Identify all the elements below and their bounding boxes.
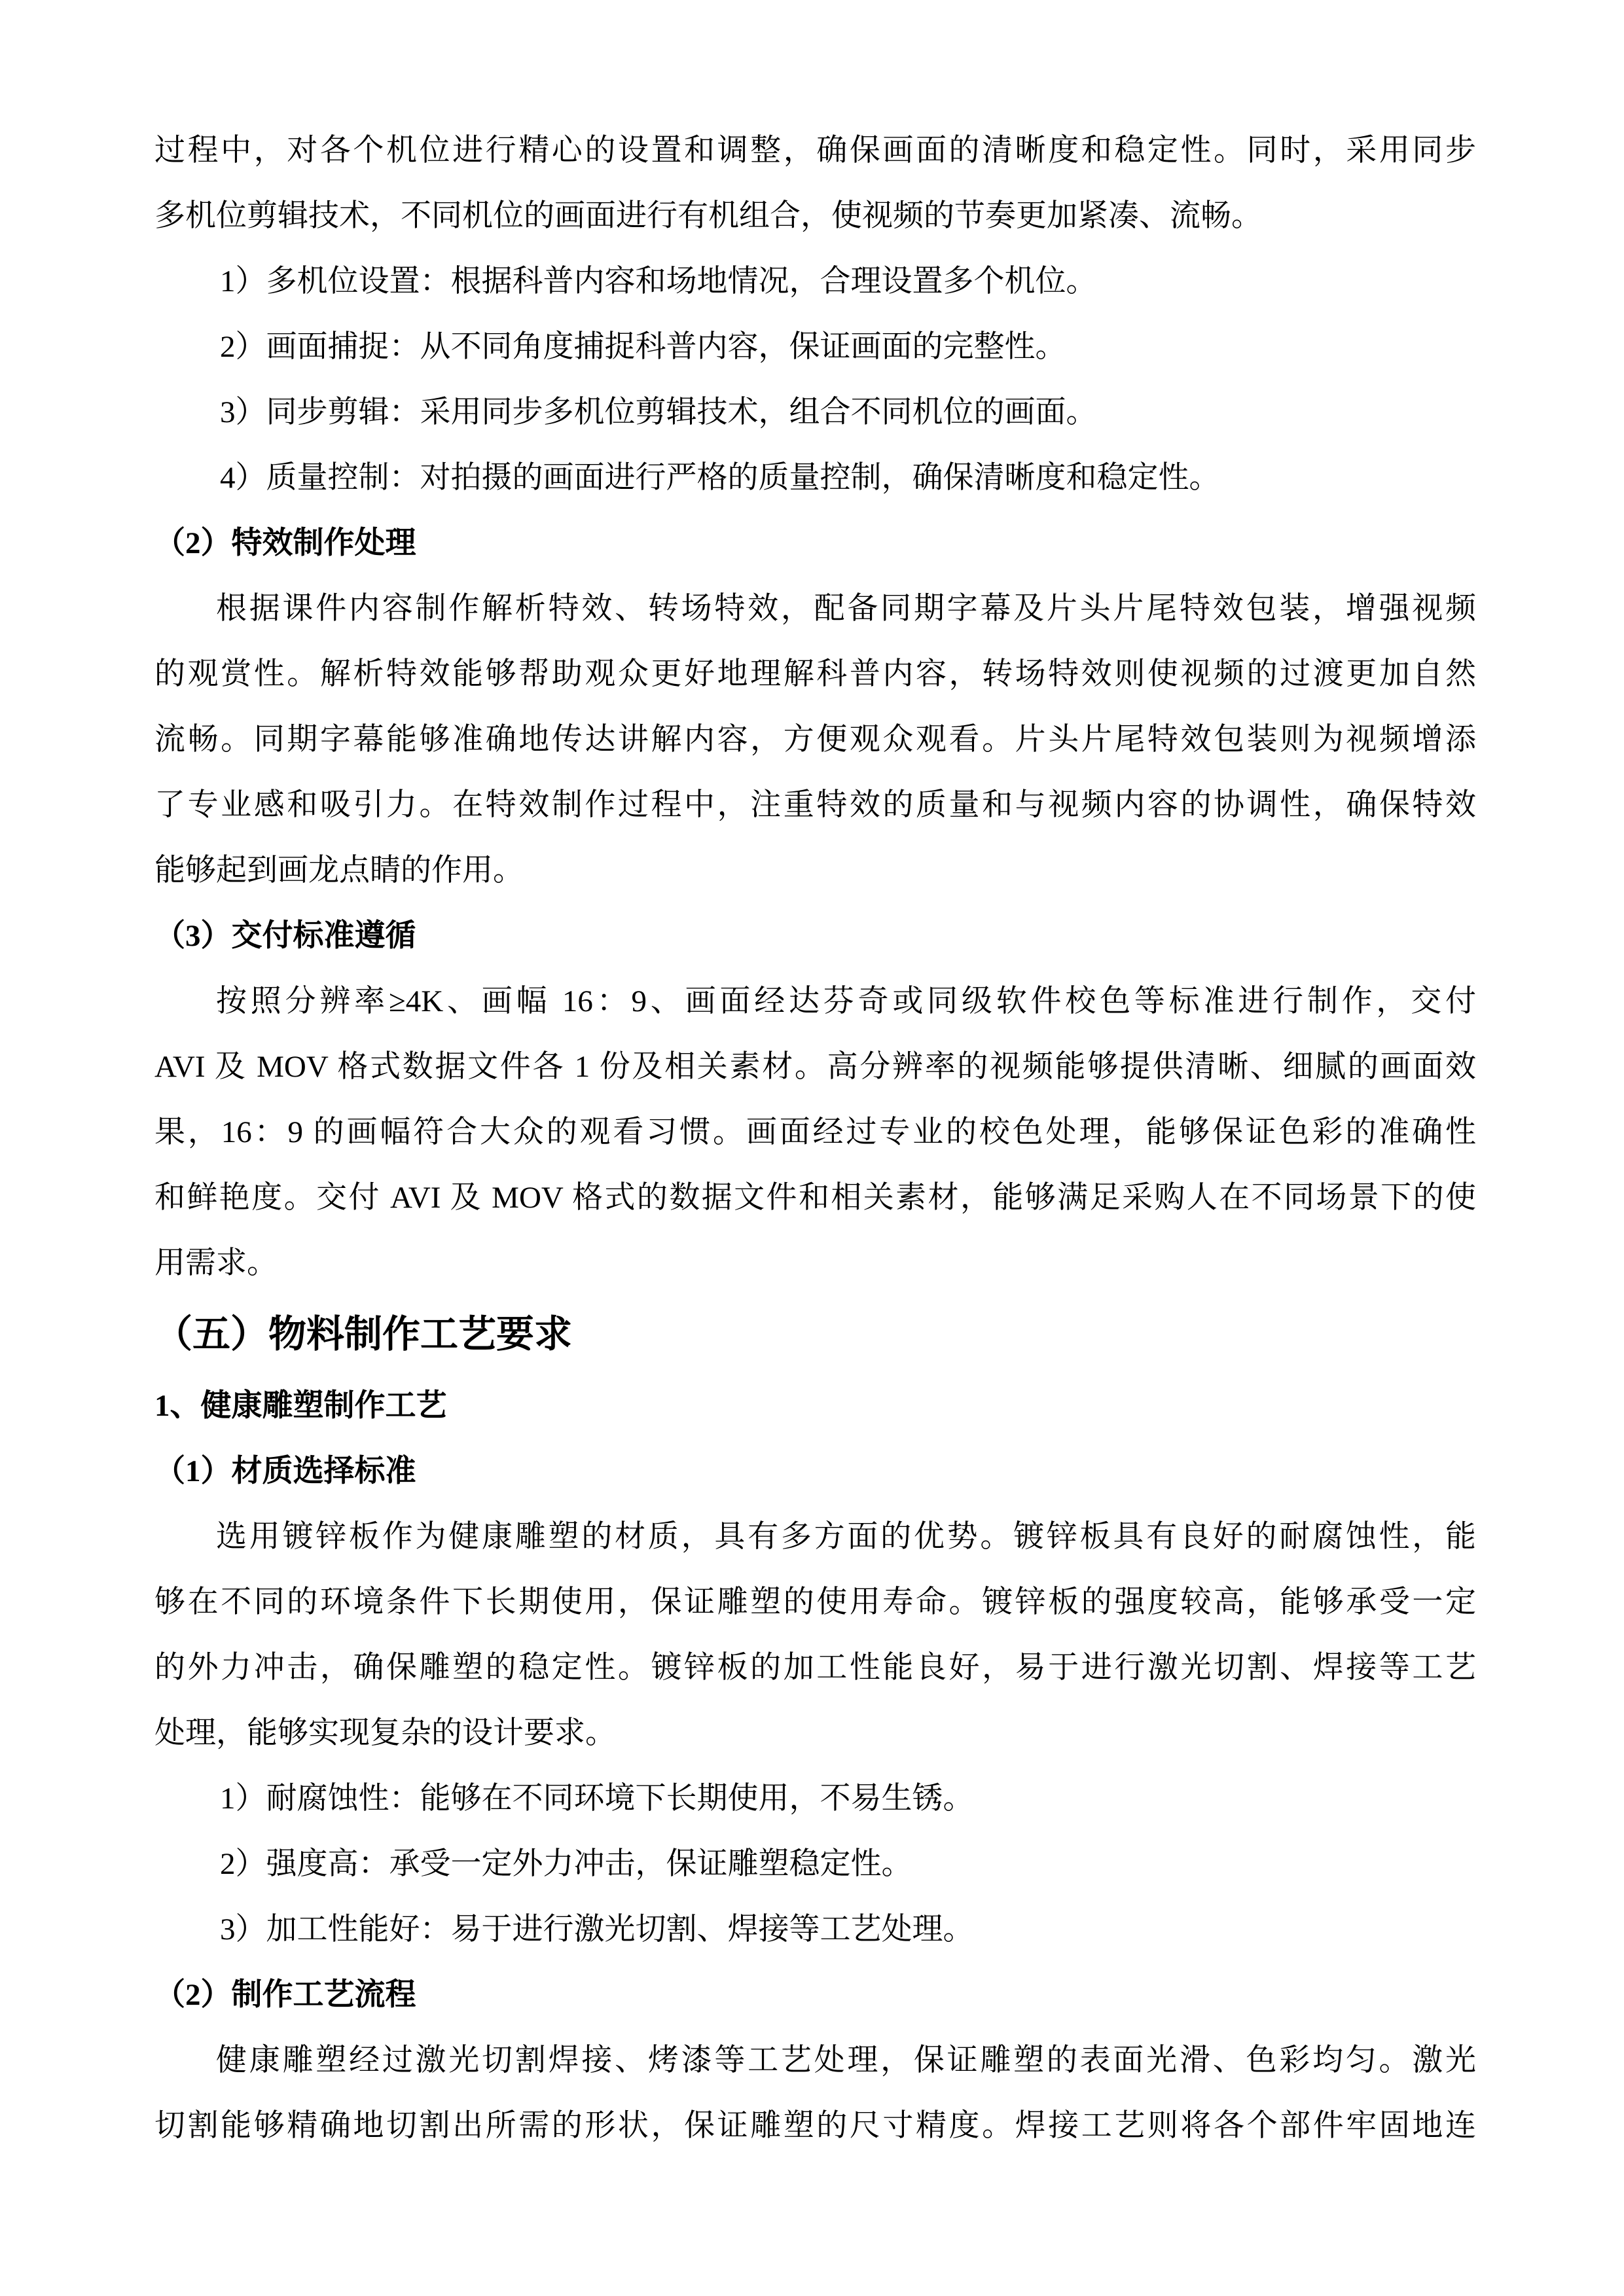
list-item-line: 3）加工性能好：易于进行激光切割、焊接等工艺处理。: [220, 1912, 974, 1946]
list-item-line: 3）同步剪辑：采用同步多机位剪辑技术，组合不同机位的画面。: [220, 395, 1097, 429]
body-text-line: 健康雕塑经过激光切割焊接、烤漆等工艺处理，保证雕塑的表面光滑、色彩均匀。激光: [216, 2043, 1476, 2077]
body-text-line: 果，16：9 的画幅符合大众的观看习惯。画面经过专业的校色处理，能够保证色彩的准确性: [154, 1115, 1476, 1149]
body-text-line: 切割能够精确地切割出所需的形状，保证雕塑的尺寸精度。焊接工艺则将各个部件牢固地连: [154, 2109, 1476, 2143]
body-text-line: 过程中，对各个机位进行精心的设置和调整，确保画面的清晰度和稳定性。同时，采用同步: [154, 134, 1476, 168]
section-heading: （3）交付标准遵循: [154, 919, 416, 953]
body-text-line: 处理，能够实现复杂的设计要求。: [154, 1716, 616, 1750]
body-text-line: 的外力冲击，确保雕塑的稳定性。镀锌板的加工性能良好，易于进行激光切割、焊接等工艺: [154, 1651, 1476, 1685]
list-item-line: 4）质量控制：对拍摄的画面进行严格的质量控制，确保清晰度和稳定性。: [220, 461, 1220, 495]
list-item-line: 1）多机位设置：根据科普内容和场地情况，合理设置多个机位。: [220, 264, 1097, 298]
subsection-heading: 1、健康雕塑制作工艺: [154, 1389, 447, 1423]
document-content: [154, 118, 1476, 2159]
chapter-heading: （五）物料制作工艺要求: [154, 1313, 573, 1355]
body-text-line: 的观赏性。解析特效能够帮助观众更好地理解科普内容，转场特效则使视频的过渡更加自然: [154, 657, 1476, 691]
body-text-line: 能够起到画龙点睛的作用。: [154, 853, 524, 888]
section-heading: （2）制作工艺流程: [154, 1978, 416, 2012]
list-item-line: 2）强度高：承受一定外力冲击，保证雕塑稳定性。: [220, 1847, 912, 1881]
body-text-line: 用需求。: [154, 1246, 278, 1280]
list-item-line: 2）画面捕捉：从不同角度捕捉科普内容，保证画面的完整性。: [220, 330, 1066, 364]
list-item-line: 1）耐腐蚀性：能够在不同环境下长期使用，不易生锈。: [220, 1782, 974, 1816]
section-heading: （2）特效制作处理: [154, 526, 416, 560]
body-text-line: 根据课件内容制作解析特效、转场特效，配备同期字幕及片头片尾特效包装，增强视频: [216, 592, 1476, 626]
section-heading: （1）材质选择标准: [154, 1454, 416, 1488]
body-text-line: 够在不同的环境条件下长期使用，保证雕塑的使用寿命。镀锌板的强度较高，能够承受一定: [154, 1585, 1476, 1619]
body-text-line: 按照分辨率≥4K、画幅 16：9、画面经达芬奇或同级软件校色等标准进行制作，交付: [216, 984, 1476, 1018]
body-text-line: 了专业感和吸引力。在特效制作过程中，注重特效的质量和与视频内容的协调性，确保特效: [154, 788, 1476, 822]
body-text-line: AVI 及 MOV 格式数据文件各 1 份及相关素材。高分辨率的视频能够提供清晰、细腻的画面效: [154, 1050, 1476, 1084]
body-text-line: 多机位剪辑技术，不同机位的画面进行有机组合，使视频的节奏更加紧凑、流畅。: [154, 199, 1262, 233]
body-text-line: 和鲜艳度。交付 AVI 及 MOV 格式的数据文件和相关素材，能够满足采购人在不同场景下的使: [154, 1181, 1476, 1215]
body-text-line: 选用镀锌板作为健康雕塑的材质，具有多方面的优势。镀锌板具有良好的耐腐蚀性，能: [216, 1520, 1476, 1554]
body-text-line: 流畅。同期字幕能够准确地传达讲解内容，方便观众观看。片头片尾特效包装则为视频增添: [154, 723, 1476, 757]
